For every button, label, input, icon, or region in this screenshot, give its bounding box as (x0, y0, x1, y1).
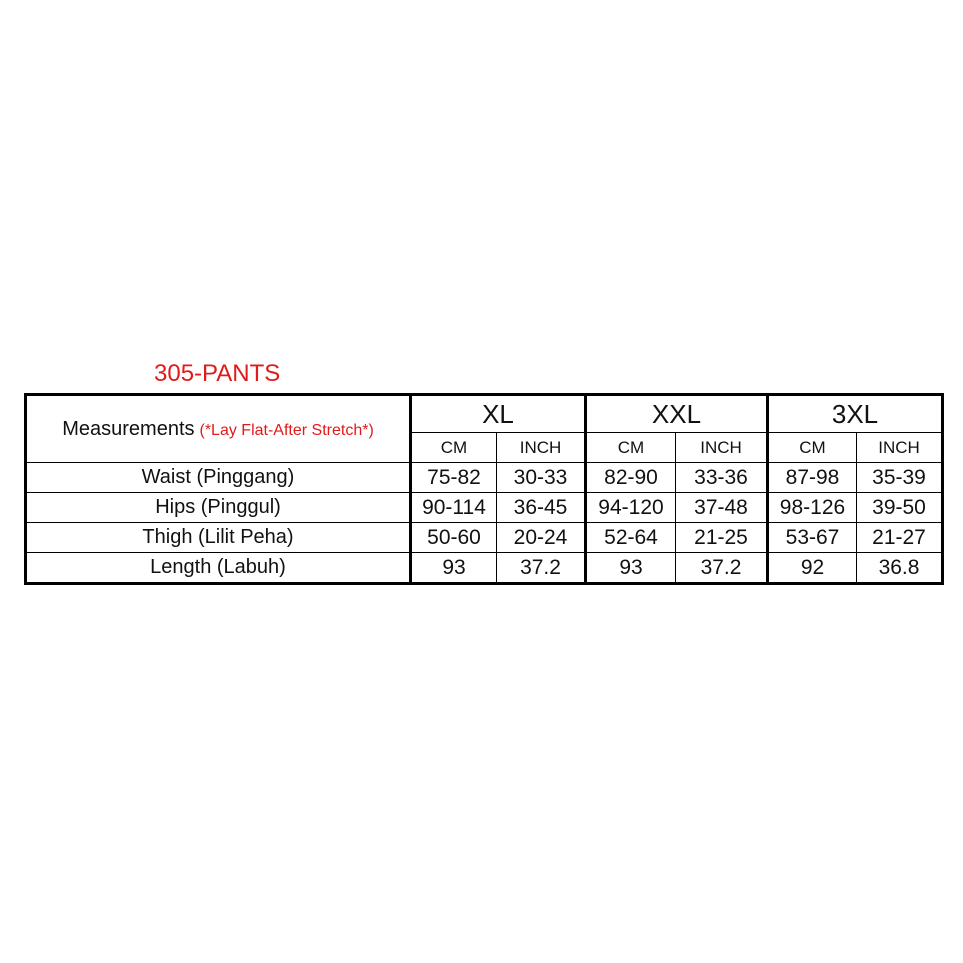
row-label: Waist (Pinggang) (26, 463, 411, 493)
value-cell: 82-90 (586, 463, 676, 493)
row-label: Thigh (Lilit Peha) (26, 523, 411, 553)
value-cell: 36-45 (497, 493, 586, 523)
unit-header-3xl-inch: INCH (857, 433, 943, 463)
value-cell: 98-126 (768, 493, 857, 523)
value-cell: 30-33 (497, 463, 586, 493)
size-chart-table (24, 393, 944, 585)
value-cell: 37.2 (497, 553, 586, 584)
value-cell: 93 (586, 553, 676, 584)
chart-title: 305-PANTS (154, 360, 281, 387)
value-cell: 21-27 (857, 523, 943, 553)
value-cell: 37-48 (676, 493, 768, 523)
value-cell: 20-24 (497, 523, 586, 553)
value-cell: 21-25 (676, 523, 768, 553)
value-cell: 92 (768, 553, 857, 584)
value-cell: 37.2 (676, 553, 768, 584)
table-row-waist (26, 463, 943, 493)
value-cell: 50-60 (411, 523, 497, 553)
value-cell: 39-50 (857, 493, 943, 523)
row-label: Hips (Pinggul) (26, 493, 411, 523)
value-cell: 87-98 (768, 463, 857, 493)
value-cell: 93 (411, 553, 497, 584)
unit-header-xl-cm: CM (411, 433, 497, 463)
unit-header-3xl-cm: CM (768, 433, 857, 463)
value-cell: 94-120 (586, 493, 676, 523)
row-label: Length (Labuh) (26, 553, 411, 584)
size-header-row (26, 395, 943, 433)
unit-header-xxl-cm: CM (586, 433, 676, 463)
size-header-xxl: XXL (586, 395, 768, 433)
value-cell: 36.8 (857, 553, 943, 584)
table-row-hips (26, 493, 943, 523)
value-cell: 75-82 (411, 463, 497, 493)
unit-header-xl-inch: INCH (497, 433, 586, 463)
value-cell: 33-36 (676, 463, 768, 493)
value-cell: 52-64 (586, 523, 676, 553)
measurements-header-cell (26, 395, 411, 463)
value-cell: 35-39 (857, 463, 943, 493)
size-header-xl: XL (411, 395, 586, 433)
measurements-label: Measurements (62, 417, 195, 440)
unit-header-xxl-inch: INCH (676, 433, 768, 463)
measurements-note: (*Lay Flat-After Stretch*) (199, 421, 374, 439)
value-cell: 90-114 (411, 493, 497, 523)
value-cell: 53-67 (768, 523, 857, 553)
size-header-3xl: 3XL (768, 395, 943, 433)
table-row-length (26, 553, 943, 584)
table-row-thigh (26, 523, 943, 553)
